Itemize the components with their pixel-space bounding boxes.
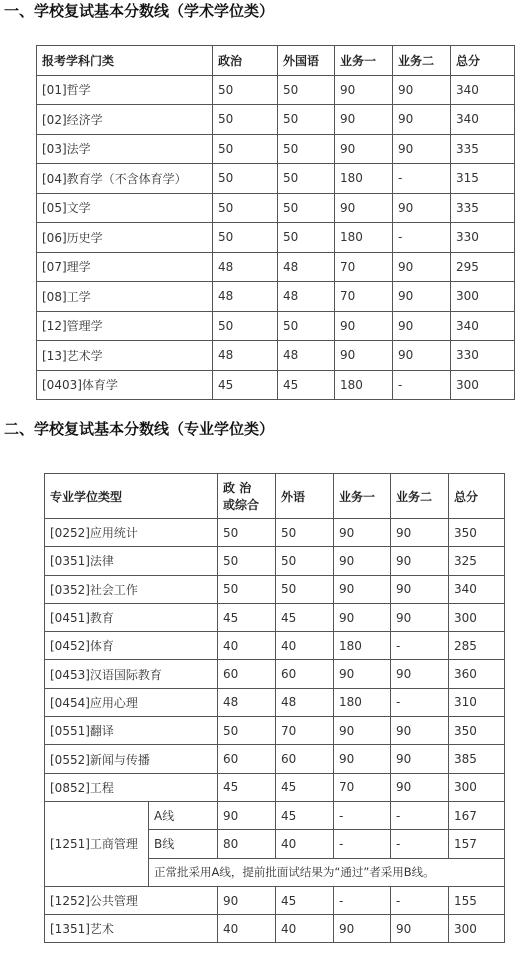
table-cell: [13]艺术学 — [37, 341, 213, 371]
table-row — [45, 575, 505, 603]
table-cell: 335 — [451, 193, 515, 223]
table-cell: 60 — [218, 745, 276, 773]
header-cell: 外国语 — [278, 46, 335, 76]
table-row — [37, 311, 515, 341]
table-cell: 45 — [278, 370, 335, 400]
table-cell: [0454]应用心理 — [45, 688, 218, 716]
header-cell: 总分 — [449, 474, 505, 519]
table-row — [45, 547, 505, 575]
table-cell: - — [391, 830, 449, 858]
table-cell: [04]教育学（不含体育学） — [37, 164, 213, 194]
table-cell: 60 — [276, 745, 334, 773]
table-cell: 50 — [278, 75, 335, 105]
table-cell: - — [334, 830, 391, 858]
table-cell: 90 — [334, 547, 391, 575]
header-cell: 政治 — [213, 46, 278, 76]
table-cell: 90 — [391, 745, 449, 773]
table-row — [45, 886, 505, 914]
table-cell: 180 — [334, 632, 391, 660]
table-cell: [06]历史学 — [37, 223, 213, 253]
table-cell: 45 — [213, 370, 278, 400]
table-cell: - — [391, 632, 449, 660]
table-cell: - — [393, 370, 451, 400]
table-row — [37, 134, 515, 164]
note-cell: 正常批采用A线，提前批面试结果为“通过”者采用B线。 — [149, 858, 505, 886]
table-cell: - — [334, 801, 391, 829]
table-cell: [0403]体育学 — [37, 370, 213, 400]
table-cell: 90 — [393, 75, 451, 105]
table-row — [37, 252, 515, 282]
table-cell: 48 — [278, 341, 335, 371]
table-row — [45, 801, 505, 829]
table-cell: 340 — [449, 575, 505, 603]
table-cell: - — [334, 886, 391, 914]
table-cell: - — [393, 223, 451, 253]
table-cell: 48 — [213, 282, 278, 312]
academic-score-table — [36, 45, 515, 400]
table-cell: 45 — [276, 801, 334, 829]
table-cell: 90 — [393, 134, 451, 164]
table-cell: [12]管理学 — [37, 311, 213, 341]
table-cell: 50 — [213, 134, 278, 164]
table-cell: 285 — [449, 632, 505, 660]
table-cell: 45 — [218, 773, 276, 801]
section2-title: 二、学校复试基本分数线（专业学位类） — [4, 420, 275, 438]
table-cell: 300 — [449, 915, 505, 943]
table-cell: 180 — [335, 370, 393, 400]
table-cell: 50 — [278, 193, 335, 223]
table-cell: 180 — [334, 688, 391, 716]
table-cell: 340 — [451, 105, 515, 135]
table-cell: 80 — [218, 830, 276, 858]
table-cell: 167 — [449, 801, 505, 829]
table-cell: 40 — [218, 915, 276, 943]
table-row — [37, 341, 515, 371]
table-cell: 90 — [334, 603, 391, 631]
table-cell: [02]经济学 — [37, 105, 213, 135]
table-cell: 90 — [393, 252, 451, 282]
table-cell: 50 — [278, 311, 335, 341]
table-cell: [0551]翻译 — [45, 717, 218, 745]
table-cell: 50 — [213, 164, 278, 194]
table-cell: 90 — [393, 105, 451, 135]
table-cell: - — [391, 801, 449, 829]
table-cell: [0252]应用统计 — [45, 519, 218, 547]
table-cell: 45 — [276, 773, 334, 801]
table-cell: 300 — [451, 282, 515, 312]
table-header-row — [45, 474, 505, 519]
table-cell: 90 — [335, 311, 393, 341]
table-cell: 60 — [218, 660, 276, 688]
table-cell: 350 — [449, 717, 505, 745]
header-cell — [218, 474, 276, 519]
table-cell: 90 — [391, 660, 449, 688]
table-cell: 300 — [449, 773, 505, 801]
header-cell: 业务一 — [334, 474, 391, 519]
table-cell: [01]哲学 — [37, 75, 213, 105]
table-cell: [0452]体育 — [45, 632, 218, 660]
table-cell: 90 — [391, 519, 449, 547]
table-cell: 350 — [449, 519, 505, 547]
table-cell: [03]法学 — [37, 134, 213, 164]
table-cell: 90 — [334, 660, 391, 688]
table-row — [37, 164, 515, 194]
table-cell: 90 — [391, 915, 449, 943]
table-cell: 180 — [335, 223, 393, 253]
table-cell: 70 — [276, 717, 334, 745]
table-cell: 45 — [218, 603, 276, 631]
table-cell: 340 — [451, 311, 515, 341]
table-cell: [1351]艺术 — [45, 915, 218, 943]
professional-score-table — [44, 473, 505, 943]
table-cell: 50 — [276, 519, 334, 547]
section1-title: 一、学校复试基本分数线（学术学位类） — [4, 2, 275, 20]
table-cell: 90 — [393, 282, 451, 312]
table-cell: [0453]汉语国际教育 — [45, 660, 218, 688]
table-cell: 300 — [451, 370, 515, 400]
table-cell: 90 — [334, 575, 391, 603]
table-cell: 90 — [334, 717, 391, 745]
table-cell: [0852]工程 — [45, 773, 218, 801]
table-cell: 50 — [218, 575, 276, 603]
header-line: 政 治 — [223, 481, 252, 495]
header-cell: 报考学科门类 — [37, 46, 213, 76]
table-cell: 360 — [449, 660, 505, 688]
table-cell: [05]文学 — [37, 193, 213, 223]
table-cell: 50 — [276, 547, 334, 575]
header-cell: 总分 — [451, 46, 515, 76]
table-cell: 90 — [335, 134, 393, 164]
table-cell: 90 — [335, 193, 393, 223]
table-cell: 60 — [276, 660, 334, 688]
table-cell: 340 — [451, 75, 515, 105]
table-cell: [1251]工商管理 — [45, 801, 149, 886]
table-cell: 50 — [213, 75, 278, 105]
table-cell: [0552]新闻与传播 — [45, 745, 218, 773]
table-cell: 90 — [393, 193, 451, 223]
table-header-row — [37, 46, 515, 76]
table-cell: 90 — [393, 341, 451, 371]
table-cell: 40 — [276, 830, 334, 858]
table-cell: 90 — [391, 603, 449, 631]
table-row — [45, 632, 505, 660]
table-row — [37, 282, 515, 312]
table-cell: 90 — [334, 915, 391, 943]
table-cell: 300 — [449, 603, 505, 631]
table-cell: [0451]教育 — [45, 603, 218, 631]
table-cell: 50 — [218, 717, 276, 745]
table-cell: 48 — [213, 341, 278, 371]
table-cell: 70 — [335, 252, 393, 282]
table-row — [37, 370, 515, 400]
table-cell: [07]理学 — [37, 252, 213, 282]
table-cell: 90 — [391, 717, 449, 745]
table-cell: 40 — [218, 632, 276, 660]
table-row — [37, 223, 515, 253]
table-row — [45, 745, 505, 773]
table-cell: - — [391, 688, 449, 716]
table-cell: 48 — [213, 252, 278, 282]
table-cell: 90 — [218, 801, 276, 829]
table-cell: 48 — [276, 688, 334, 716]
table-cell: 50 — [278, 105, 335, 135]
table-cell: 45 — [276, 886, 334, 914]
table-cell: 48 — [218, 688, 276, 716]
table-cell: 70 — [335, 282, 393, 312]
table-cell: 45 — [276, 603, 334, 631]
header-cell: 外语 — [276, 474, 334, 519]
table-cell: 315 — [451, 164, 515, 194]
table-row — [45, 773, 505, 801]
table-cell: 155 — [449, 886, 505, 914]
table-cell: 50 — [278, 164, 335, 194]
table-cell: A线 — [149, 801, 218, 829]
header-cell: 专业学位类型 — [45, 474, 218, 519]
table-cell: 90 — [334, 745, 391, 773]
table-cell: 50 — [213, 311, 278, 341]
table-cell: 157 — [449, 830, 505, 858]
table-cell: [08]工学 — [37, 282, 213, 312]
table-cell: 48 — [278, 252, 335, 282]
table-cell: 325 — [449, 547, 505, 575]
table-cell: 50 — [218, 519, 276, 547]
header-cell: 业务一 — [335, 46, 393, 76]
table-cell: 335 — [451, 134, 515, 164]
table-cell: 50 — [278, 134, 335, 164]
header-cell: 业务二 — [393, 46, 451, 76]
table-row — [45, 660, 505, 688]
table-cell: 330 — [451, 223, 515, 253]
header-line: 或综合 — [223, 498, 260, 512]
table-cell: 50 — [213, 193, 278, 223]
table-cell: 40 — [276, 915, 334, 943]
table-row — [37, 105, 515, 135]
table-cell: 50 — [278, 223, 335, 253]
table-row — [45, 915, 505, 943]
table-cell: 90 — [335, 341, 393, 371]
table-cell: 310 — [449, 688, 505, 716]
table-cell: 70 — [334, 773, 391, 801]
table-cell: 90 — [335, 105, 393, 135]
table-cell: [0352]社会工作 — [45, 575, 218, 603]
table-cell: - — [391, 886, 449, 914]
table-row — [45, 519, 505, 547]
table-cell: 40 — [276, 632, 334, 660]
table-cell: 50 — [218, 547, 276, 575]
table-cell: 90 — [393, 311, 451, 341]
table-cell: - — [393, 164, 451, 194]
table-cell: 90 — [391, 547, 449, 575]
table-cell: 48 — [278, 282, 335, 312]
table-cell: 90 — [335, 75, 393, 105]
table-cell: 50 — [213, 105, 278, 135]
table-row — [45, 603, 505, 631]
table-cell: [1252]公共管理 — [45, 886, 218, 914]
table-row — [45, 717, 505, 745]
table-cell: 330 — [451, 341, 515, 371]
table-cell: B线 — [149, 830, 218, 858]
table-cell: 90 — [218, 886, 276, 914]
table-cell: 90 — [334, 519, 391, 547]
table-cell: 90 — [391, 773, 449, 801]
header-cell: 业务二 — [391, 474, 449, 519]
table-cell: 385 — [449, 745, 505, 773]
table-cell: [0351]法律 — [45, 547, 218, 575]
table-row — [45, 688, 505, 716]
table-row — [37, 193, 515, 223]
table-row — [37, 75, 515, 105]
table-cell: 50 — [276, 575, 334, 603]
table-cell: 180 — [335, 164, 393, 194]
table-cell: 50 — [213, 223, 278, 253]
table-cell: 90 — [391, 575, 449, 603]
table-cell: 295 — [451, 252, 515, 282]
